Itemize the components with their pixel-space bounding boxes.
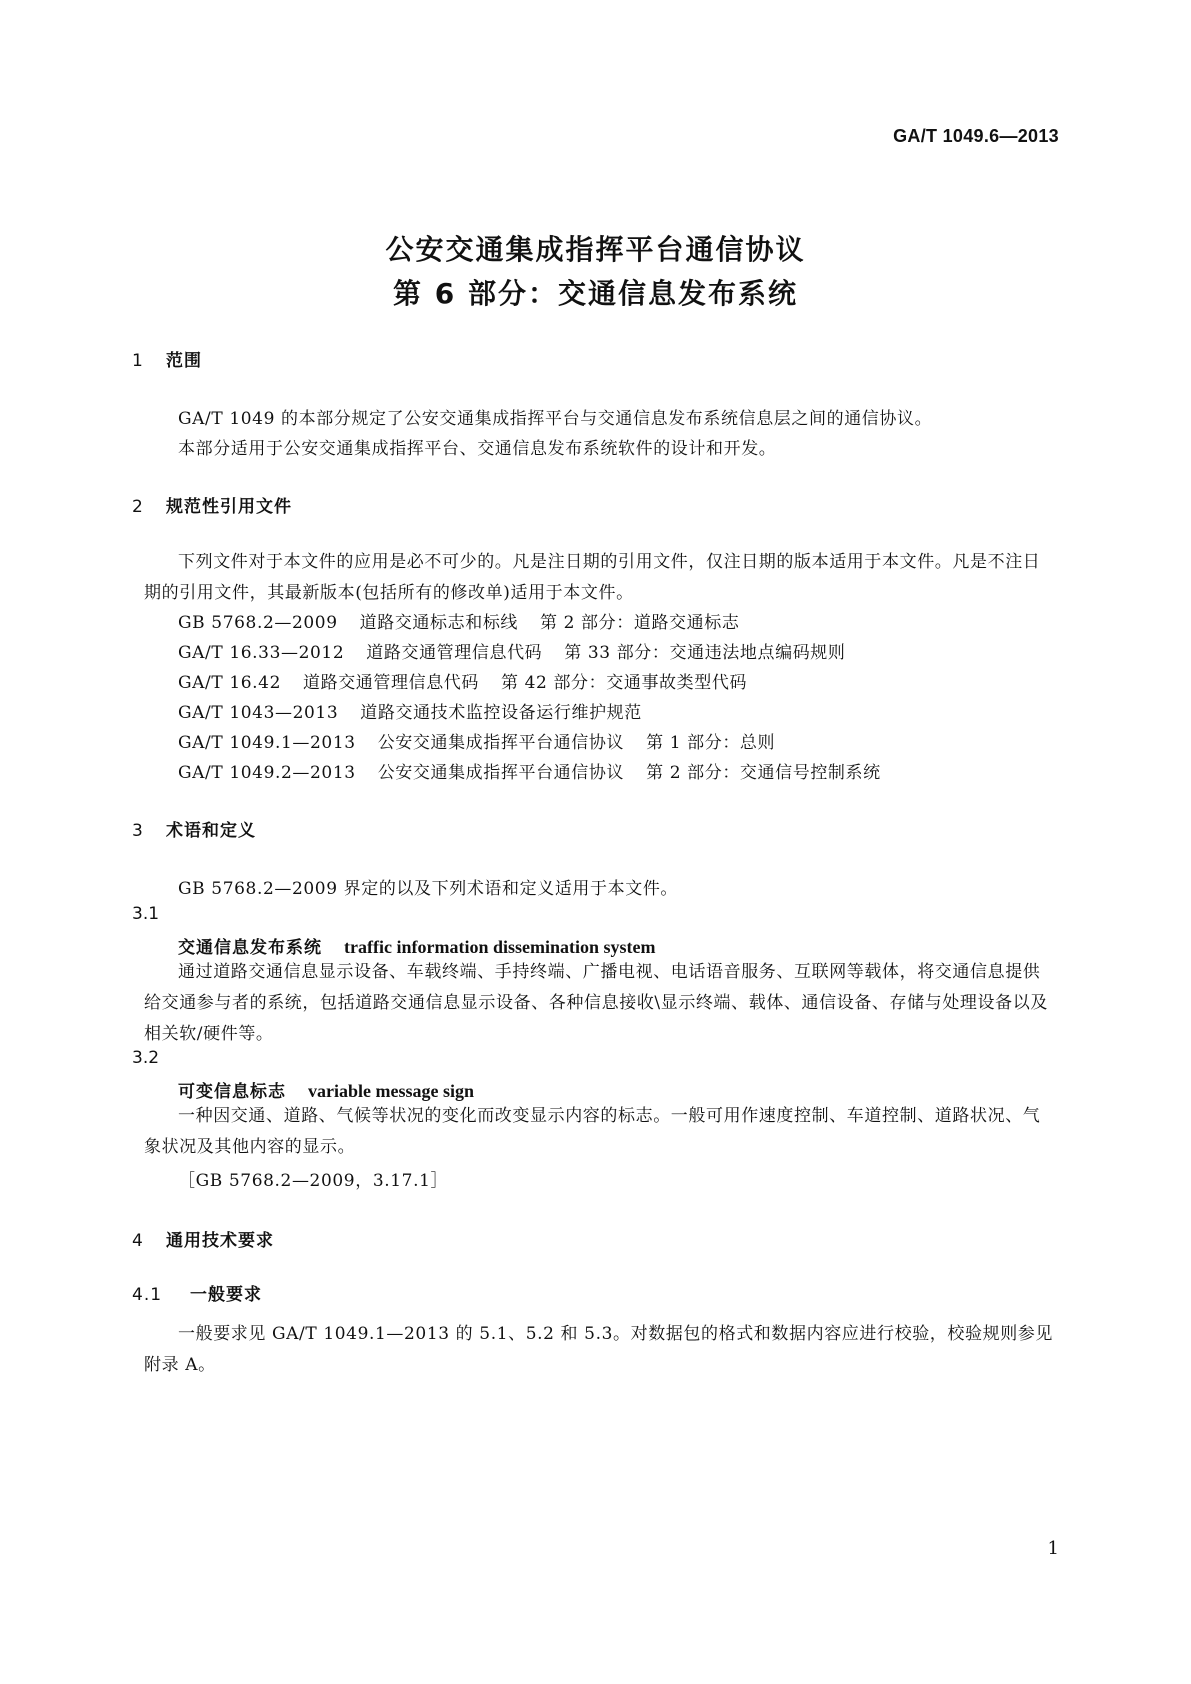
reference-item: [178, 668, 747, 693]
reference-title: 道路交通管理信息代码: [303, 673, 479, 693]
section-1-paragraph-1: GA/T 1049 的本部分规定了公安交通集成指挥平台与交通信息发布系统信息层之间的通信协议。: [178, 409, 933, 429]
term-source: ［GB 5768.2—2009，3.17.1］: [178, 1171, 449, 1191]
section-2-heading: [132, 492, 292, 517]
section-4-1-heading: [132, 1280, 262, 1305]
section-1-paragraph-2: 本部分适用于公安交通集成指挥平台、交通信息发布系统软件的设计和开发。: [178, 439, 777, 459]
reference-part: 第 1 部分：总则: [646, 733, 776, 753]
section-title: 规范性引用文件: [166, 497, 292, 517]
section-number: 4.1: [132, 1285, 163, 1305]
term-english: variable message sign: [308, 1081, 474, 1101]
reference-code: GA/T 1049.2—2013: [178, 763, 356, 783]
reference-item: [178, 608, 739, 633]
section-2-intro: 下列文件对于本文件的应用是必不可少的。凡是注日期的引用文件，仅注日期的版本适用于本文件。凡是不注日期的引用文件，其最新版本(包括所有的修改单)适用于本文件。: [144, 552, 1041, 603]
term-number: 3.2: [132, 1048, 160, 1068]
term-definition: 通过道路交通信息显示设备、车载终端、手持终端、广播电视、电话语音服务、互联网等载体，将交通信息提供给交通参与者的系统，包括道路交通信息显示设备、各种信息接收\显示终端、载体、通信设备、存储与处理设备以及相关软/硬件等。: [144, 962, 1048, 1044]
reference-code: GA/T 1043—2013: [178, 703, 339, 723]
section-3-heading: [132, 816, 256, 841]
reference-part: 第 2 部分：道路交通标志: [540, 613, 740, 633]
standard-code: GA/T 1049.6—2013: [893, 126, 1059, 146]
term-heading: [178, 1077, 474, 1102]
reference-code: GA/T 1049.1—2013: [178, 733, 356, 753]
section-1-heading: [132, 346, 202, 371]
term-english: traffic information dissemination system: [344, 937, 656, 957]
term-definition: 一种因交通、道路、气候等状况的变化而改变显示内容的标志。一般可用作速度控制、车道控制、道路状况、气象状况及其他内容的显示。: [144, 1106, 1041, 1157]
reference-code: GB 5768.2—2009: [178, 613, 338, 633]
reference-part: 第 33 部分：交通违法地点编码规则: [564, 643, 846, 663]
section-title: 范围: [166, 351, 202, 371]
reference-title: 公安交通集成指挥平台通信协议: [377, 733, 625, 753]
reference-title: 道路交通标志和标线: [359, 613, 519, 633]
section-number: 1: [132, 351, 144, 371]
document-title-line1: 公安交通集成指挥平台通信协议: [385, 233, 806, 266]
page-number: 1: [1047, 1538, 1059, 1559]
section-3-intro: GB 5768.2—2009 界定的以及下列术语和定义适用于本文件。: [178, 879, 679, 899]
reference-code: GA/T 16.33—2012: [178, 643, 345, 663]
reference-part: 第 2 部分：交通信号控制系统: [646, 763, 881, 783]
reference-part: 第 42 部分：交通事故类型代码: [501, 673, 748, 693]
section-title: 术语和定义: [166, 821, 256, 841]
term-heading: [178, 933, 655, 958]
term-chinese: 可变信息标志: [178, 1082, 286, 1102]
section-number: 4: [132, 1231, 144, 1251]
term-chinese: 交通信息发布系统: [178, 938, 322, 958]
section-title: 一般要求: [190, 1285, 262, 1305]
document-title-line2: 第 6 部分：交通信息发布系统: [393, 277, 798, 310]
reference-item: [178, 758, 881, 783]
reference-item: [178, 638, 846, 663]
section-number: 3: [132, 821, 144, 841]
section-title: 通用技术要求: [166, 1231, 274, 1251]
section-number: 2: [132, 497, 144, 517]
reference-item: [178, 698, 664, 723]
reference-code: GA/T 16.42: [178, 673, 281, 693]
section-4-heading: [132, 1226, 274, 1251]
reference-item: [178, 728, 775, 753]
term-number: 3.1: [132, 904, 160, 924]
reference-title: 公安交通集成指挥平台通信协议: [377, 763, 625, 783]
reference-title: 道路交通技术监控设备运行维护规范: [360, 703, 642, 723]
section-4-1-text: 一般要求见 GA/T 1049.1—2013 的 5.1、5.2 和 5.3。对数据包的格式和数据内容应进行校验，校验规则参见附录 A。: [144, 1324, 1053, 1375]
reference-title: 道路交通管理信息代码: [366, 643, 543, 663]
